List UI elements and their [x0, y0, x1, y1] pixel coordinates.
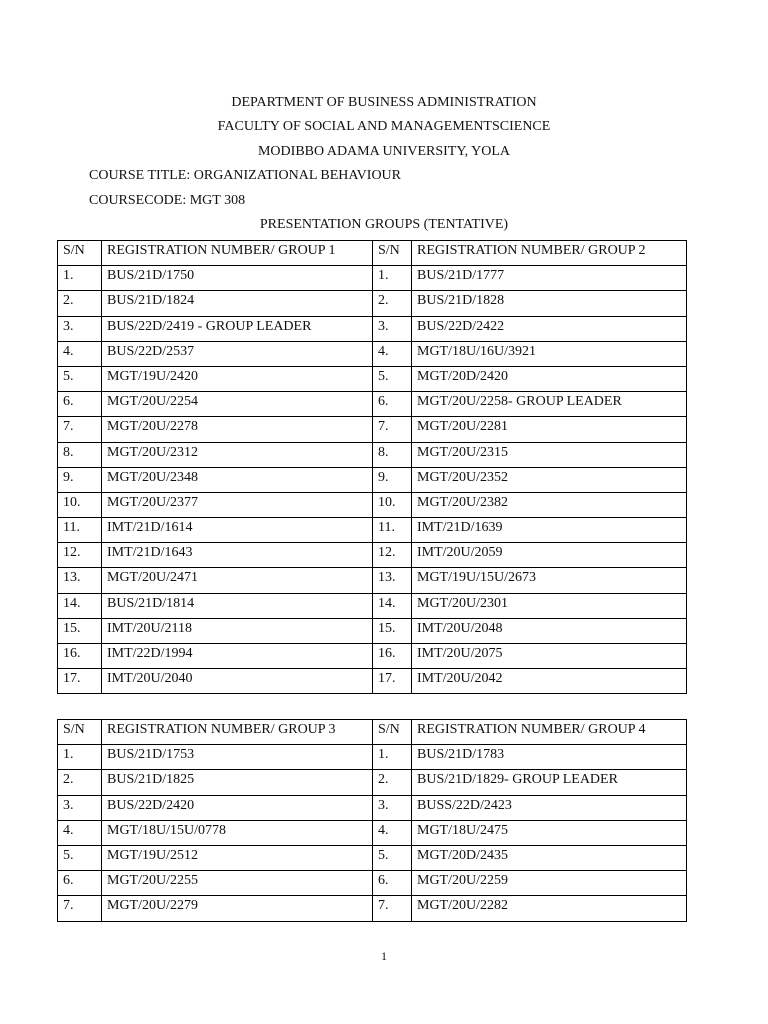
- registration-number-cell: [412, 341, 687, 366]
- sn-cell: [373, 392, 412, 417]
- registration-number-cell-text: BUS/22D/2419 - GROUP LEADER: [107, 318, 312, 334]
- registration-number-cell: [102, 266, 373, 291]
- registration-number-cell-text: MGT/20D/2435: [417, 847, 508, 863]
- sn-cell: [373, 518, 412, 543]
- sn-cell: [373, 845, 412, 870]
- sn-cell-text: 5.: [378, 368, 389, 384]
- sn-cell-text: 1.: [378, 747, 389, 763]
- sn-cell-text: 1.: [63, 747, 74, 763]
- sn-cell-text: 14.: [63, 595, 81, 611]
- sn-cell-text: 7.: [63, 898, 74, 914]
- sn-cell: [58, 341, 102, 366]
- column-header-label: S/N: [378, 722, 400, 737]
- table-row: [58, 417, 687, 442]
- registration-number-cell: [102, 392, 373, 417]
- registration-number-cell-text: MGT/20U/2254: [107, 394, 198, 410]
- column-header: [373, 720, 412, 745]
- sn-cell-text: 9.: [378, 469, 389, 485]
- sn-cell: [373, 896, 412, 921]
- table-row: [58, 366, 687, 391]
- groups-3-4-table: [57, 719, 687, 922]
- registration-number-cell-text: IMT/20U/2059: [417, 545, 503, 561]
- registration-number-cell: [102, 417, 373, 442]
- registration-number-cell: [102, 644, 373, 669]
- registration-number-cell-text: MGT/20U/2278: [107, 419, 198, 435]
- sn-cell: [373, 291, 412, 316]
- sn-cell-text: 6.: [378, 394, 389, 410]
- sn-cell-text: 15.: [63, 620, 81, 636]
- sn-cell: [58, 795, 102, 820]
- sn-cell-text: 5.: [63, 368, 74, 384]
- sn-cell-text: 11.: [63, 520, 80, 536]
- sn-cell: [58, 820, 102, 845]
- registration-number-cell: [102, 593, 373, 618]
- column-header: [58, 241, 102, 266]
- registration-number-cell-text: BUS/22D/2537: [107, 343, 195, 359]
- sn-cell-text: 4.: [63, 822, 74, 838]
- registration-number-cell-text: BUSS/22D/2423: [417, 797, 512, 813]
- table-header-row: [58, 720, 687, 745]
- table-row: [58, 467, 687, 492]
- registration-number-cell: [412, 366, 687, 391]
- sn-cell-text: 16.: [378, 646, 396, 661]
- sn-cell: [58, 291, 102, 316]
- registration-number-cell: [102, 618, 373, 643]
- sn-cell-text: 11.: [378, 520, 395, 536]
- sn-cell-text: 13.: [63, 570, 81, 586]
- document-subtitle: PRESENTATION GROUPS (TENTATIVE): [259, 217, 509, 232]
- sn-cell: [58, 316, 102, 341]
- sn-cell: [373, 669, 412, 694]
- registration-number-cell-text: MGT/19U/2512: [107, 847, 198, 863]
- sn-cell: [373, 618, 412, 643]
- sn-cell: [373, 366, 412, 391]
- sn-cell: [58, 669, 102, 694]
- department-heading: DEPARTMENT OF BUSINESS ADMINISTRATION: [231, 95, 537, 110]
- course-code: COURSECODE: MGT 308: [89, 193, 246, 208]
- table-row: [58, 518, 687, 543]
- registration-number-cell: [102, 568, 373, 593]
- registration-number-cell: [102, 820, 373, 845]
- sn-cell: [373, 341, 412, 366]
- sn-cell-text: 7.: [378, 898, 389, 914]
- table-row: [58, 795, 687, 820]
- sn-cell: [373, 467, 412, 492]
- sn-cell-text: 1.: [63, 268, 74, 284]
- sn-cell: [58, 568, 102, 593]
- registration-number-cell-text: MGT/20U/2377: [107, 494, 198, 510]
- registration-number-cell-text: MGT/20U/2352: [417, 469, 508, 485]
- registration-number-cell-text: MGT/18U/2475: [417, 822, 508, 838]
- registration-number-cell: [412, 518, 687, 543]
- registration-number-cell-text: MGT/20U/2279: [107, 898, 198, 914]
- registration-number-cell-text: BUS/22D/2420: [107, 797, 195, 813]
- sn-cell-text: 10.: [378, 494, 396, 510]
- column-header-label: S/N: [63, 722, 85, 737]
- registration-number-cell: [412, 618, 687, 643]
- sn-cell: [58, 593, 102, 618]
- sn-cell-text: 6.: [378, 873, 389, 889]
- sn-cell: [373, 568, 412, 593]
- sn-cell-text: 7.: [378, 419, 389, 435]
- table-row: [58, 543, 687, 568]
- sn-cell-text: 6.: [63, 394, 74, 410]
- registration-number-cell-text: IMT/21D/1643: [107, 545, 193, 561]
- table-row: [58, 669, 687, 694]
- registration-number-cell-text: BUS/21D/1750: [107, 268, 195, 284]
- sn-cell: [58, 644, 102, 669]
- sn-cell-text: 13.: [378, 570, 396, 586]
- sn-cell: [373, 644, 412, 669]
- table-row: [58, 593, 687, 618]
- sn-cell-text: 15.: [378, 620, 396, 636]
- column-header: [58, 720, 102, 745]
- sn-cell: [58, 518, 102, 543]
- table-row: [58, 291, 687, 316]
- sn-cell-text: 12.: [63, 545, 81, 561]
- registration-number-cell: [412, 820, 687, 845]
- registration-number-cell: [412, 845, 687, 870]
- registration-number-cell: [412, 770, 687, 795]
- registration-number-cell: [412, 291, 687, 316]
- sn-cell-text: 2.: [378, 293, 389, 309]
- sn-cell: [373, 795, 412, 820]
- sn-cell: [58, 745, 102, 770]
- registration-number-cell-text: MGT/18U/16U/3921: [417, 343, 536, 359]
- sn-cell-text: 7.: [63, 419, 74, 435]
- sn-cell-text: 10.: [63, 494, 81, 510]
- column-header: [412, 720, 687, 745]
- university-heading: MODIBBO ADAMA UNIVERSITY, YOLA: [257, 144, 510, 159]
- sn-cell: [58, 417, 102, 442]
- registration-number-cell: [412, 392, 687, 417]
- sn-cell: [373, 745, 412, 770]
- column-header: [102, 720, 373, 745]
- registration-number-cell: [412, 669, 687, 694]
- faculty-heading: FACULTY OF SOCIAL AND MANAGEMENTSCIENCE: [217, 119, 551, 134]
- column-header: [373, 241, 412, 266]
- sn-cell-text: 12.: [378, 545, 396, 561]
- registration-number-cell: [102, 896, 373, 921]
- table-row: [58, 845, 687, 870]
- registration-number-cell: [102, 341, 373, 366]
- sn-cell: [58, 366, 102, 391]
- registration-number-cell: [102, 871, 373, 896]
- registration-number-cell: [102, 543, 373, 568]
- sn-cell: [373, 770, 412, 795]
- registration-number-cell-text: MGT/20U/2471: [107, 570, 198, 586]
- sn-cell: [58, 492, 102, 517]
- sn-cell: [58, 618, 102, 643]
- registration-number-cell: [102, 518, 373, 543]
- table-row: [58, 618, 687, 643]
- column-header-label: REGISTRATION NUMBER/ GROUP 4: [417, 722, 646, 737]
- sn-cell-text: 3.: [63, 797, 74, 813]
- registration-number-cell: [102, 745, 373, 770]
- registration-number-cell: [412, 266, 687, 291]
- registration-number-cell: [412, 316, 687, 341]
- registration-number-cell: [412, 896, 687, 921]
- registration-number-cell-text: IMT/20U/2075: [417, 646, 503, 661]
- registration-number-cell-text: MGT/20U/2258- GROUP LEADER: [417, 394, 622, 410]
- registration-number-cell: [102, 492, 373, 517]
- registration-number-cell-text: IMT/20U/2042: [417, 671, 503, 687]
- sn-cell-text: 4.: [63, 343, 74, 359]
- registration-number-cell-text: IMT/21D/1614: [107, 520, 193, 536]
- sn-cell-text: 16.: [63, 646, 81, 661]
- registration-number-cell: [412, 644, 687, 669]
- registration-number-cell-text: MGT/20U/2382: [417, 494, 508, 510]
- registration-number-cell: [102, 795, 373, 820]
- sn-cell: [58, 770, 102, 795]
- registration-number-cell-text: MGT/19U/15U/2673: [417, 570, 536, 586]
- registration-number-cell-text: MGT/18U/15U/0778: [107, 822, 226, 838]
- column-header-label: REGISTRATION NUMBER/ GROUP 3: [107, 722, 336, 737]
- sn-cell: [373, 417, 412, 442]
- table-row: [58, 266, 687, 291]
- registration-number-cell-text: IMT/20U/2048: [417, 620, 503, 636]
- registration-number-cell: [102, 366, 373, 391]
- registration-number-cell-text: BUS/21D/1814: [107, 595, 195, 611]
- sn-cell-text: 14.: [378, 595, 396, 611]
- table-row: [58, 770, 687, 795]
- registration-number-cell-text: MGT/20U/2312: [107, 444, 198, 460]
- page-number: 1: [381, 949, 387, 963]
- sn-cell-text: 17.: [63, 671, 81, 687]
- table-row: [58, 492, 687, 517]
- sn-cell-text: 2.: [63, 293, 74, 309]
- registration-number-cell: [102, 770, 373, 795]
- registration-number-cell-text: BUS/21D/1783: [417, 747, 505, 763]
- sn-cell-text: 2.: [378, 772, 389, 788]
- registration-number-cell-text: BUS/21D/1824: [107, 293, 195, 309]
- registration-number-cell-text: BUS/21D/1777: [417, 268, 505, 284]
- sn-cell-text: 3.: [378, 797, 389, 813]
- registration-number-cell: [412, 467, 687, 492]
- registration-number-cell-text: MGT/20U/2315: [417, 444, 508, 460]
- column-header: [412, 241, 687, 266]
- registration-number-cell: [102, 467, 373, 492]
- table-row: [58, 442, 687, 467]
- sn-cell-text: 2.: [63, 772, 74, 788]
- table-row: [58, 896, 687, 921]
- table-row: [58, 745, 687, 770]
- table-row: [58, 316, 687, 341]
- registration-number-cell-text: IMT/20U/2118: [107, 620, 193, 636]
- course-title: COURSE TITLE: ORGANIZATIONAL BEHAVIOUR: [89, 168, 402, 183]
- sn-cell: [373, 820, 412, 845]
- sn-cell: [373, 266, 412, 291]
- sn-cell: [58, 871, 102, 896]
- table-row: [58, 644, 687, 669]
- registration-number-cell: [412, 492, 687, 517]
- column-header-label: S/N: [378, 243, 400, 258]
- sn-cell: [58, 392, 102, 417]
- sn-cell: [58, 442, 102, 467]
- registration-number-cell-text: IMT/21D/1639: [417, 520, 503, 536]
- sn-cell: [373, 442, 412, 467]
- sn-cell-text: 5.: [378, 847, 389, 863]
- sn-cell-text: 8.: [378, 444, 389, 460]
- registration-number-cell-text: IMT/20U/2040: [107, 671, 193, 687]
- column-header-label: S/N: [63, 243, 85, 258]
- registration-number-cell: [412, 442, 687, 467]
- sn-cell: [373, 316, 412, 341]
- registration-number-cell: [412, 593, 687, 618]
- registration-number-cell: [412, 417, 687, 442]
- registration-number-cell: [412, 745, 687, 770]
- sn-cell: [58, 896, 102, 921]
- sn-cell-text: 1.: [378, 268, 389, 284]
- table-row: [58, 820, 687, 845]
- registration-number-cell-text: BUS/21D/1828: [417, 293, 505, 309]
- table-header-row: [58, 241, 687, 266]
- sn-cell-text: 4.: [378, 822, 389, 838]
- sn-cell-text: 6.: [63, 873, 74, 889]
- registration-number-cell-text: BUS/22D/2422: [417, 318, 505, 334]
- table-row: [58, 568, 687, 593]
- sn-cell: [58, 845, 102, 870]
- sn-cell-text: 5.: [63, 847, 74, 863]
- sn-cell-text: 9.: [63, 469, 74, 485]
- column-header: [102, 241, 373, 266]
- registration-number-cell: [102, 845, 373, 870]
- sn-cell-text: 3.: [63, 318, 74, 334]
- sn-cell: [373, 593, 412, 618]
- registration-number-cell-text: BUS/21D/1829- GROUP LEADER: [417, 772, 618, 788]
- sn-cell: [373, 492, 412, 517]
- column-header-label: REGISTRATION NUMBER/ GROUP 1: [107, 243, 336, 258]
- column-header-label: REGISTRATION NUMBER/ GROUP 2: [417, 243, 646, 258]
- table-row: [58, 871, 687, 896]
- registration-number-cell: [102, 316, 373, 341]
- registration-number-cell: [412, 795, 687, 820]
- registration-number-cell-text: MGT/20D/2420: [417, 368, 508, 384]
- groups-1-2-table: [57, 240, 687, 694]
- registration-number-cell-text: MGT/20U/2282: [417, 898, 508, 914]
- registration-number-cell: [102, 291, 373, 316]
- registration-number-cell-text: MGT/20U/2301: [417, 595, 508, 611]
- registration-number-cell: [102, 442, 373, 467]
- sn-cell: [58, 266, 102, 291]
- registration-number-cell-text: IMT/22D/1994: [107, 646, 193, 661]
- sn-cell-text: 3.: [378, 318, 389, 334]
- registration-number-cell-text: MGT/20U/2255: [107, 873, 198, 889]
- registration-number-cell-text: BUS/21D/1753: [107, 747, 195, 763]
- table-row: [58, 392, 687, 417]
- registration-number-cell-text: MGT/20U/2348: [107, 469, 198, 485]
- sn-cell-text: 4.: [378, 343, 389, 359]
- registration-number-cell-text: BUS/21D/1825: [107, 772, 195, 788]
- sn-cell: [58, 543, 102, 568]
- registration-number-cell: [412, 871, 687, 896]
- sn-cell: [58, 467, 102, 492]
- registration-number-cell: [412, 543, 687, 568]
- sn-cell: [373, 543, 412, 568]
- registration-number-cell: [102, 669, 373, 694]
- registration-number-cell-text: MGT/20U/2281: [417, 419, 508, 435]
- sn-cell: [373, 871, 412, 896]
- sn-cell-text: 8.: [63, 444, 74, 460]
- registration-number-cell: [412, 568, 687, 593]
- sn-cell-text: 17.: [378, 671, 396, 687]
- table-row: [58, 341, 687, 366]
- registration-number-cell-text: MGT/20U/2259: [417, 873, 508, 889]
- registration-number-cell-text: MGT/19U/2420: [107, 368, 198, 384]
